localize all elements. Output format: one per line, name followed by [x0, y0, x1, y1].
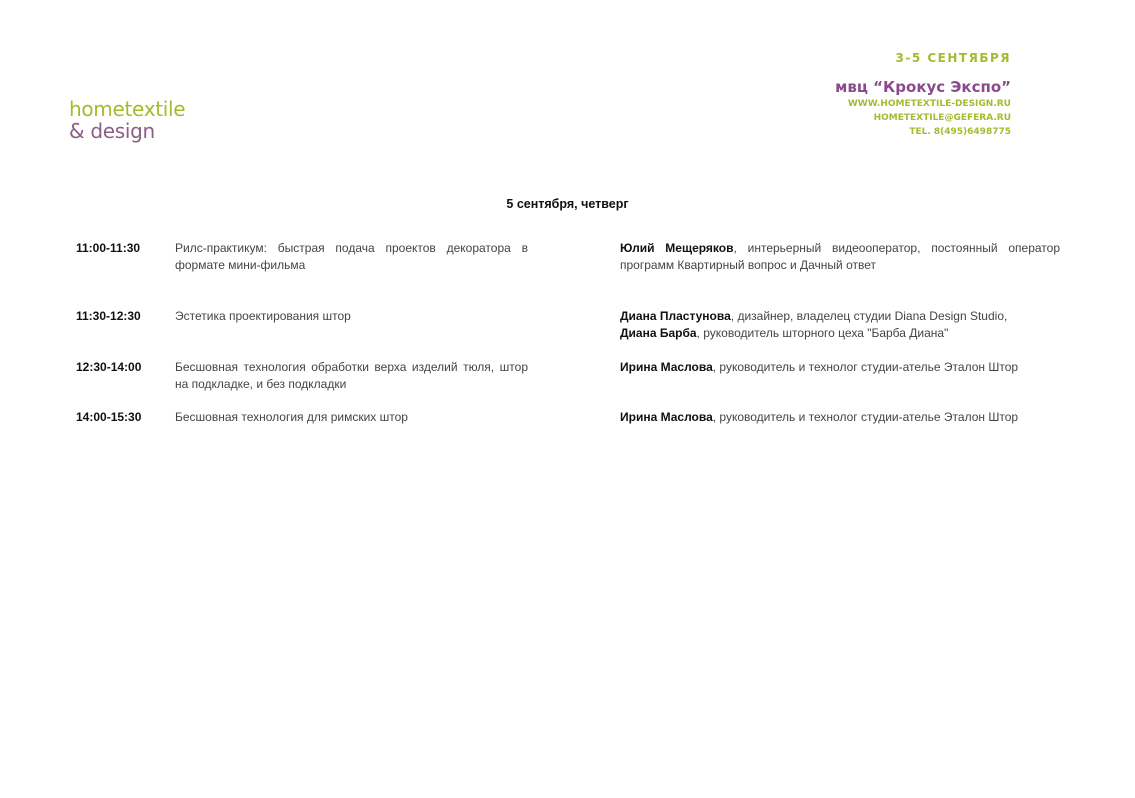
day-title: 5 сентября, четверг — [506, 197, 629, 211]
event-info — [835, 50, 1011, 138]
speaker-role: , руководитель и технолог студии-ателье Эталон Штор — [712, 410, 1019, 424]
session-time: 11:00-11:30 — [76, 241, 141, 255]
session-topic: Эстетика проектирования штор — [175, 309, 351, 323]
speaker-line — [620, 308, 1060, 325]
session-time: 11:30-12:30 — [76, 309, 141, 323]
session-time: 12:30-14:00 — [76, 360, 142, 374]
session-speakers — [620, 359, 1060, 376]
event-phone: TEL. 8(495)6498775 — [909, 127, 1011, 137]
logo — [69, 98, 185, 142]
speaker-role: , интерьерный видеооператор, постоянный оператор программ Квартирный вопрос и Дачный ответ — [620, 241, 1060, 272]
session-topic: Бесшовная технология для римских штор — [175, 410, 408, 424]
speaker-name: Диана Барба — [620, 326, 697, 340]
logo-line-2: & design — [69, 119, 155, 143]
speaker-role: , руководитель шторного цеха "Барба Диана" — [696, 326, 949, 340]
speaker-name: Ирина Маслова — [620, 410, 713, 424]
session-speakers — [620, 308, 1060, 342]
speaker-line — [620, 325, 1060, 342]
session-time: 14:00-15:30 — [76, 410, 142, 424]
speaker-name: Диана Пластунова — [620, 309, 731, 323]
speaker-name: Ирина Маслова — [620, 360, 713, 374]
speaker-role: , руководитель и технолог студии-ателье Эталон Штор — [712, 360, 1019, 374]
session-speakers — [620, 409, 1060, 426]
speaker-role: , дизайнер, владелец студии Diana Design Studio, — [730, 309, 1008, 323]
logo-line-1: hometextile — [69, 97, 186, 121]
event-dates: 3-5 СЕНТЯБРЯ — [895, 51, 1011, 65]
event-venue: мвц “Крокус Экспо” — [835, 78, 1011, 96]
event-email: HOMETEXTILE@GEFERA.RU — [873, 113, 1011, 123]
speaker-name: Юлий Мещеряков — [620, 241, 734, 255]
session-topic: Бесшовная технология обработки верха изделий тюля, штор на подкладке, и без подкладки — [175, 360, 528, 391]
session-topic: Рилс-практикум: быстрая подача проектов декоратора в формате мини-фильма — [175, 241, 528, 272]
session-speakers — [620, 240, 1060, 274]
event-website: WWW.HOMETEXTILE-DESIGN.RU — [847, 99, 1011, 109]
